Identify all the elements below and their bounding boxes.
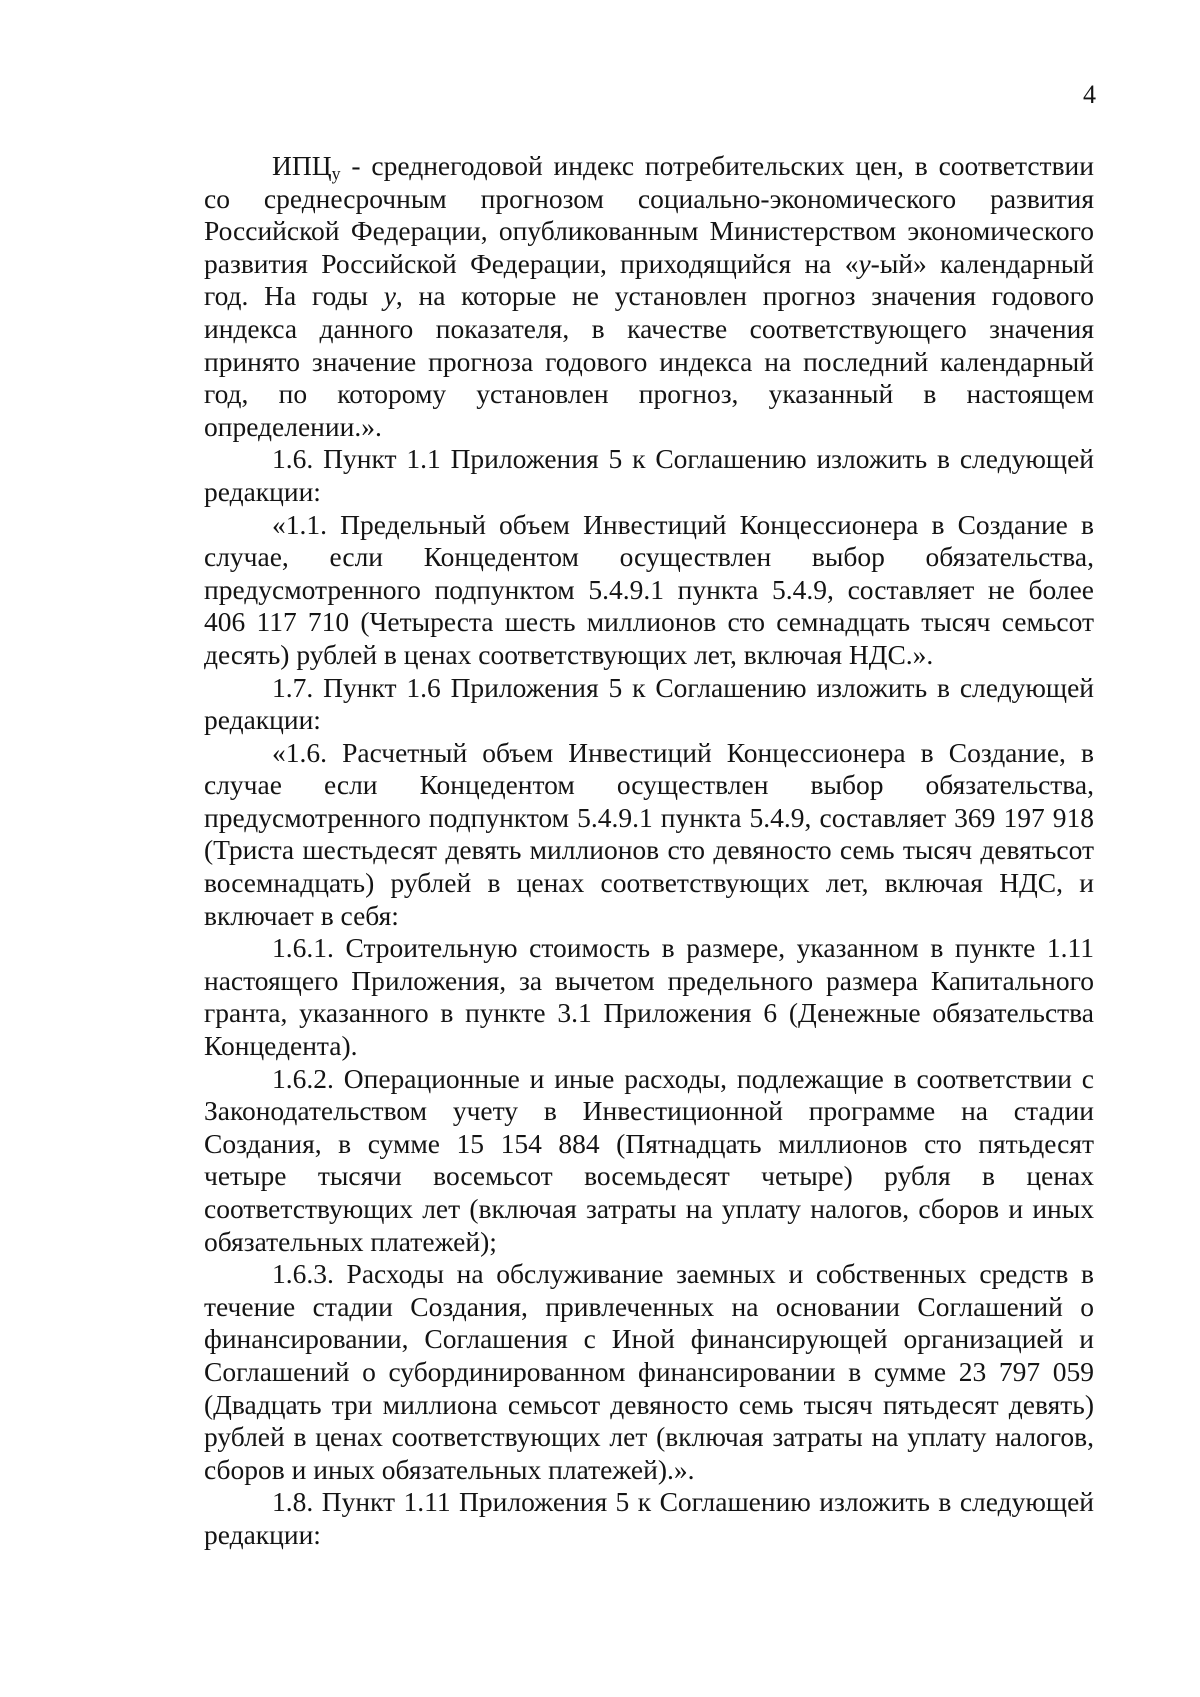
ipc-definition-text-2: -ый» календарный год. На годы	[204, 247, 1094, 312]
paragraph-item-1-6: 1.6. Пункт 1.1 Приложения 5 к Соглашению изложить в следующей редакции:	[204, 443, 1094, 507]
paragraph-clause-1-1: «1.1. Предельный объем Инвестиций Концессионера в Создание в случае, если Концедентом осуществлен выбор обязательства, предусмотренного подпунктом 5.4.9.1 пункта 5.4.9, составляет не более 406 117 710 (Четыреста шесть миллионов сто семнадцать тысяч семьсот десять) рублей в ценах соответствующих лет, включая НДС.».	[204, 508, 1094, 670]
page-number: 4	[1083, 80, 1096, 109]
paragraph-item-1-8: 1.8. Пункт 1.11 Приложения 5 к Соглашению изложить в следующей редакции:	[204, 1486, 1094, 1550]
ipc-term: ИПЦ	[272, 150, 332, 181]
ipc-definition-text-3: , на которые не установлен прогноз значения годового индекса данного показателя, в качестве соответствующего значения принято значение прогноза годового индекса на последний календарный год, по которому установлен прогноз, указанный в настоящем определении.».	[204, 280, 1094, 442]
ipc-term-subscript: у	[331, 163, 341, 184]
paragraph-clause-1-6: «1.6. Расчетный объем Инвестиций Концессионера в Создание, в случае если Концедентом осуществлен выбор обязательства, предусмотренного подпунктом 5.4.9.1 пункта 5.4.9, составляет 369 197 918 (Триста шестьдесят девять миллионов сто девяносто семь тысяч девятьсот восемнадцать) рублей в ценах соответствующих лет, включая НДС, и включает в себя:	[204, 736, 1094, 931]
paragraph-clause-1-6-2: 1.6.2. Операционные и иные расходы, подлежащие в соответствии с Законодательством учету в Инвестиционной программе на стадии Создания, в сумме 15 154 884 (Пятнадцать миллионов сто пятьдесят четыре тысячи восемьсот восемьдесят четыре) рубля в ценах соответствующих лет (включая затраты на уплату налогов, сборов и иных обязательных платежей);	[204, 1062, 1094, 1257]
paragraph-item-1-7: 1.7. Пункт 1.6 Приложения 5 к Соглашению изложить в следующей редакции:	[204, 671, 1094, 736]
ipc-definition-text-1: - среднегодовой индекс потребительских цен, в соответствии со среднесрочным прогнозом социально-экономического развития Российской Федерации, опубликованным Министерством экономического развития Российской Федерации, приходящийся на «	[204, 150, 1094, 279]
paragraph-clause-1-6-3: 1.6.3. Расходы на обслуживание заемных и собственных средств в течение стадии Создания, привлеченных на основании Соглашений о финансировании, Соглашения с Иной финансирующей организацией и Соглашений о субординированном финансировании в сумме 23 797 059 (Двадцать три миллиона семьсот девяносто семь тысяч пятьдесят девять) рублей в ценах соответствующих лет (включая затраты на уплату налогов, сборов и иных обязательных платежей).».	[204, 1258, 1094, 1485]
paragraph-clause-1-6-1: 1.6.1. Строительную стоимость в размере, указанном в пункте 1.11 настоящего Приложения, за вычетом предельного размера Капитального гранта, указанного в пункте 3.1 Приложения 6 (Денежные обязательства Концедента).	[204, 932, 1094, 1062]
paragraph-ipc-definition	[204, 150, 1094, 443]
year-variable: у	[858, 247, 871, 279]
document-body	[204, 150, 1094, 1552]
year-variable: у	[383, 280, 396, 312]
